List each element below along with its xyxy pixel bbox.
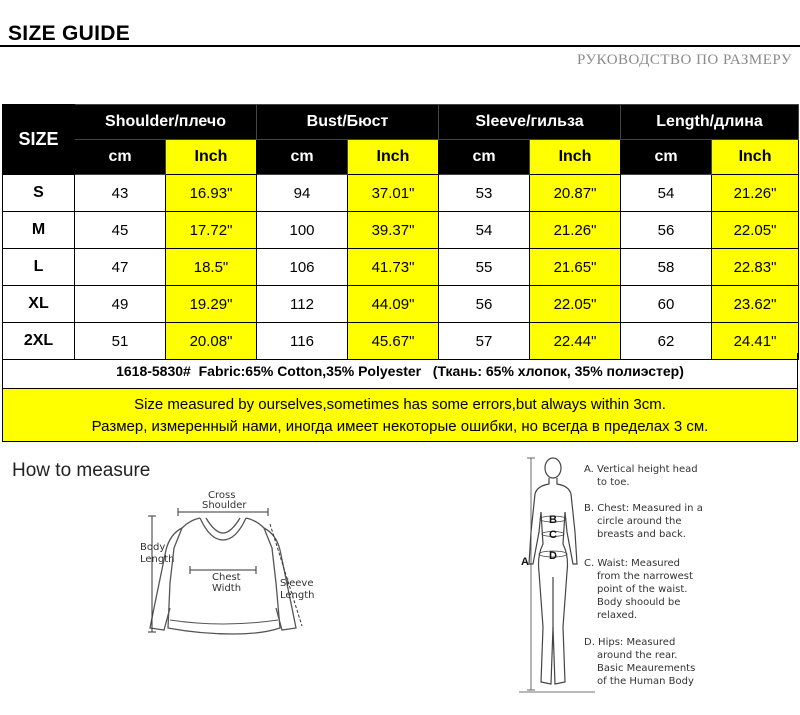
sleeve-length-label-1: Sleeve <box>280 578 314 589</box>
size-cell: L <box>3 249 75 286</box>
size-column-header: SIZE <box>3 105 75 175</box>
fabric-info: 1618-5830# Fabric:65% Cotton,35% Polyester (Ткань: 65% хлопок, 35% полиэстер) <box>2 353 798 389</box>
sleeve-header: Sleeve/гильза <box>439 105 621 140</box>
sleeve-inch-cell: 22.44" <box>530 323 621 360</box>
bust-cm-cell: 106 <box>257 249 348 286</box>
shoulder-cm-cell: 51 <box>75 323 166 360</box>
letter-b: B <box>549 514 557 526</box>
chest-width-label-2: Width <box>212 583 242 594</box>
note-b-line1: B. Chest: Measured in a <box>584 503 703 514</box>
note-d-line4: of the Human Body <box>597 676 694 687</box>
sleeve-cm-cell: 54 <box>439 212 530 249</box>
sleeve-inch-header: Inch <box>530 140 621 175</box>
note-c-line1: C. Waist: Measured <box>584 558 681 569</box>
human-figure-icon <box>529 458 577 684</box>
size-cell: S <box>3 175 75 212</box>
shoulder-cm-cell: 49 <box>75 286 166 323</box>
table-row <box>3 249 799 286</box>
shoulder-inch-cell: 18.5" <box>166 249 257 286</box>
bust-cm-cell: 94 <box>257 175 348 212</box>
letter-a: A <box>521 556 529 568</box>
bust-cm-cell: 116 <box>257 323 348 360</box>
note-a-line1: A. Vertical height head <box>584 464 698 475</box>
note-d-line1: D. Hips: Measured <box>584 637 676 648</box>
bust-inch-cell: 37.01" <box>348 175 439 212</box>
size-table <box>2 104 799 360</box>
shoulder-cm-cell: 43 <box>75 175 166 212</box>
bust-inch-cell: 41.73" <box>348 249 439 286</box>
length-cm-cell: 60 <box>621 286 712 323</box>
title-divider <box>0 45 800 47</box>
length-cm-cell: 58 <box>621 249 712 286</box>
sleeve-inch-cell: 21.65" <box>530 249 621 286</box>
size-cell: M <box>3 212 75 249</box>
body-length-label-1: Body <box>140 542 166 553</box>
shoulder-inch-cell: 17.72" <box>166 212 257 249</box>
garment-labels <box>130 488 330 638</box>
length-cm-cell: 54 <box>621 175 712 212</box>
note-c-line2: from the narrowest <box>597 571 693 582</box>
sleeve-cm-cell: 53 <box>439 175 530 212</box>
length-inch-header: Inch <box>712 140 799 175</box>
shoulder-inch-cell: 16.93" <box>166 175 257 212</box>
length-inch-cell: 21.26" <box>712 175 799 212</box>
bust-cm-header: cm <box>257 140 348 175</box>
length-inch-cell: 22.83" <box>712 249 799 286</box>
sleeve-length-label-2: Length <box>280 590 315 601</box>
page-subtitle: РУКОВОДСТВО ПО РАЗМЕРУ <box>576 52 792 68</box>
note-b-line3: breasts and back. <box>597 529 686 540</box>
sleeve-cm-cell: 57 <box>439 323 530 360</box>
length-cm-header: cm <box>621 140 712 175</box>
table-row <box>3 286 799 323</box>
note-b-line2: circle around the <box>597 516 682 527</box>
sleeve-cm-cell: 55 <box>439 249 530 286</box>
cross-shoulder-label-2: Shoulder <box>202 500 247 511</box>
bust-cm-cell: 112 <box>257 286 348 323</box>
length-header: Length/длина <box>621 105 799 140</box>
bust-inch-cell: 44.09" <box>348 286 439 323</box>
size-cell: XL <box>3 286 75 323</box>
measurement-note <box>2 389 798 442</box>
sleeve-cm-header: cm <box>439 140 530 175</box>
shoulder-inch-header: Inch <box>166 140 257 175</box>
note-c-line4: Body shoould be <box>597 597 681 608</box>
length-inch-cell: 23.62" <box>712 286 799 323</box>
sleeve-inch-cell: 21.26" <box>530 212 621 249</box>
shoulder-cm-cell: 45 <box>75 212 166 249</box>
note-line-ru: Размер, измеренный нами, иногда имеет некоторые ошибки, но всегда в пределах 3 см. <box>91 418 709 435</box>
length-cm-cell: 62 <box>621 323 712 360</box>
shoulder-cm-cell: 47 <box>75 249 166 286</box>
cross-shoulder-label-1: Cross <box>208 490 236 501</box>
note-c-line3: point of the waist. <box>597 584 688 595</box>
note-line-en: Size measured by ourselves,sometimes has some errors,but always within 3cm. <box>134 396 666 413</box>
note-d-line3: Basic Meaurements <box>597 663 696 674</box>
note-a-line2: to toe. <box>597 477 630 488</box>
shoulder-inch-cell: 19.29" <box>166 286 257 323</box>
shoulder-cm-header: cm <box>75 140 166 175</box>
shoulder-header: Shoulder/плечо <box>75 105 257 140</box>
length-cm-cell: 56 <box>621 212 712 249</box>
bust-inch-header: Inch <box>348 140 439 175</box>
note-c-line5: relaxed. <box>597 610 638 621</box>
body-length-label-2: Length <box>140 554 175 565</box>
shoulder-inch-cell: 20.08" <box>166 323 257 360</box>
bust-header: Bust/Бюст <box>257 105 439 140</box>
table-row <box>3 175 799 212</box>
chest-width-label-1: Chest <box>212 572 241 583</box>
length-inch-cell: 22.05" <box>712 212 799 249</box>
how-to-measure-title: How to measure <box>12 460 151 481</box>
bust-cm-cell: 100 <box>257 212 348 249</box>
note-d-line2: around the rear. <box>597 650 678 661</box>
size-cell: 2XL <box>3 323 75 360</box>
table-row <box>3 212 799 249</box>
letter-c: C <box>549 529 557 541</box>
page-title: SIZE GUIDE <box>8 22 131 45</box>
body-measurement-notes <box>580 458 795 693</box>
sleeve-inch-cell: 20.87" <box>530 175 621 212</box>
letter-d: D <box>549 550 557 562</box>
bust-inch-cell: 39.37" <box>348 212 439 249</box>
sleeve-inch-cell: 22.05" <box>530 286 621 323</box>
length-inch-cell: 24.41" <box>712 323 799 360</box>
bust-inch-cell: 45.67" <box>348 323 439 360</box>
sleeve-cm-cell: 56 <box>439 286 530 323</box>
